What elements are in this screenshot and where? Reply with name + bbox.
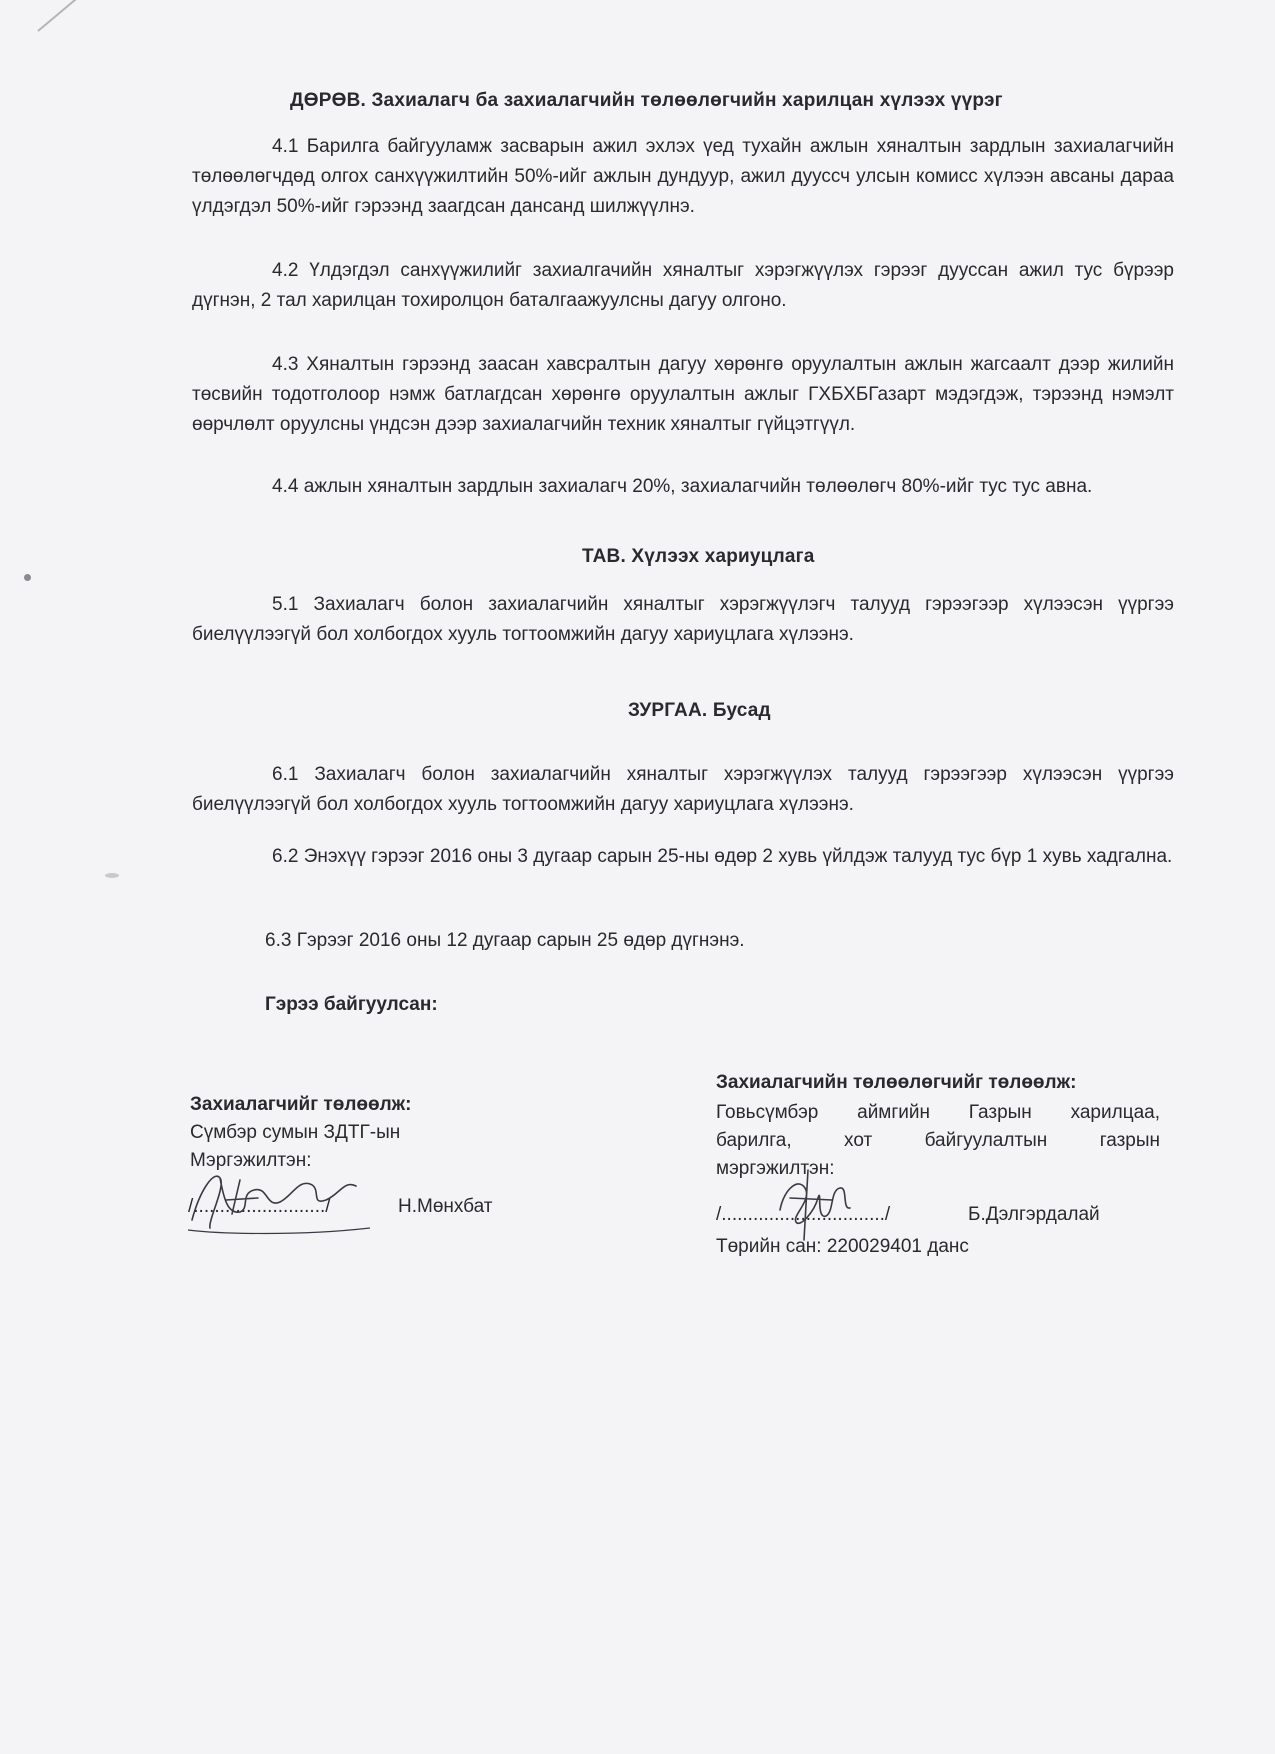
representative-account: Төрийн сан: 220029401 данс bbox=[716, 1236, 969, 1257]
client-role: Захиалагчийг төлөөлж: bbox=[190, 1094, 412, 1115]
clause-5-1: 5.1 Захиалагч болон захиалагчийн хяналтыг хэрэгжүүлэгч талууд гэрээгээр хүлээсэн үүргээ биелүүлээгүй бол холбогдох хууль тогтоомжийн дагуу хариуцлага хүлээнэ. bbox=[192, 594, 1174, 645]
representative-org-line1: Говьсүмбэр аймгийн Газрын харилцаа, bbox=[716, 1102, 1160, 1123]
clause-4-1: 4.1 Барилга байгууламж засварын ажил эхлэх үед тухайн ажлын хяналтын зардлын захиалагчийн төлөөлөгчдөд олгох санхүүжилтийн 50%-ийг ажлын дундуур, ажил дууссч улсын комисс хүлээн авсаны дараа үлдэгдэл 50%-ийг гэрээнд заагдсан дансанд шилжүүлнэ. bbox=[192, 136, 1174, 217]
signing-title: Гэрээ байгуулсан: bbox=[265, 994, 438, 1015]
representative-signature-line: /.............................../ bbox=[716, 1204, 891, 1225]
section-4-title: ДӨРӨВ. Захиалагч ба захиалагчийн төлөөлөгчийн харилцан хүлээх үүрэг bbox=[290, 90, 1003, 111]
clause-4-2: 4.2 Үлдэгдэл санхүүжилийг захиалгачийн хяналтыг хэрэгжүүлэх гэрээг дууссан ажил тус бүрээр дүгнэн, 2 тал харилцан тохиролцон баталгаажуулсны дагуу олгоно. bbox=[192, 260, 1174, 311]
representative-org-line2: барилга, хот байгуулалтын газрын bbox=[716, 1130, 1160, 1151]
representative-role: Захиалагчийн төлөөлөгчийг төлөөлж: bbox=[716, 1072, 1077, 1093]
scan-speck bbox=[24, 574, 31, 581]
clause-4-3: 4.3 Хяналтын гэрээнд заасан хавсралтын дагуу хөрөнгө оруулалтын ажлын жагсаалт дээр жилийн төсвийн тодотголоор нэмж батлагдсан хөрөнгө оруулалтын ажлыг ГХБХБГазарт мэдэгдэж, тэрээнд нэмэлт өөрчлөлт оруулсны үндсэн дээр захиалагчийн техник хяналтыг гүйцэтгүүл. bbox=[192, 354, 1174, 435]
scan-speck bbox=[105, 873, 119, 878]
client-position: Мэргэжилтэн: bbox=[190, 1150, 312, 1171]
client-org: Сүмбэр сумын ЗДТГ-ын bbox=[190, 1122, 401, 1143]
representative-position: мэргэжилтэн: bbox=[716, 1158, 835, 1179]
clause-6-1: 6.1 Захиалагч болон захиалагчийн хяналтыг хэрэгжүүлэх талууд гэрээгээр хүлээсэн үүргээ биелүүлээгүй бол холбогдох хууль тогтоомжийн дагуу хариуцлага хүлээнэ. bbox=[192, 764, 1174, 815]
representative-name: Б.Дэлгэрдалай bbox=[968, 1204, 1100, 1225]
page-fold-mark bbox=[37, 0, 153, 32]
clause-6-3: 6.3 Гэрээг 2016 оны 12 дугаар сарын 25 өдөр дүгнэнэ. bbox=[265, 930, 745, 951]
client-signature-line: /........................./ bbox=[188, 1196, 331, 1217]
clause-4-4: 4.4 ажлын хяналтын зардлын захиалагч 20%, захиалагчийн төлөөлөгч 80%-ийг тус тус авна. bbox=[272, 476, 1093, 497]
clause-6-2: 6.2 Энэхүү гэрээг 2016 оны 3 дугаар сарын 25-ны өдөр 2 хувь үйлдэж талууд тус бүр 1 хувь хадгална. bbox=[272, 846, 1173, 867]
client-name: Н.Мөнхбат bbox=[398, 1196, 493, 1217]
section-6-title: ЗУРГАА. Бусад bbox=[628, 700, 771, 721]
section-5-title: ТАВ. Хүлээх хариуцлага bbox=[582, 546, 815, 567]
